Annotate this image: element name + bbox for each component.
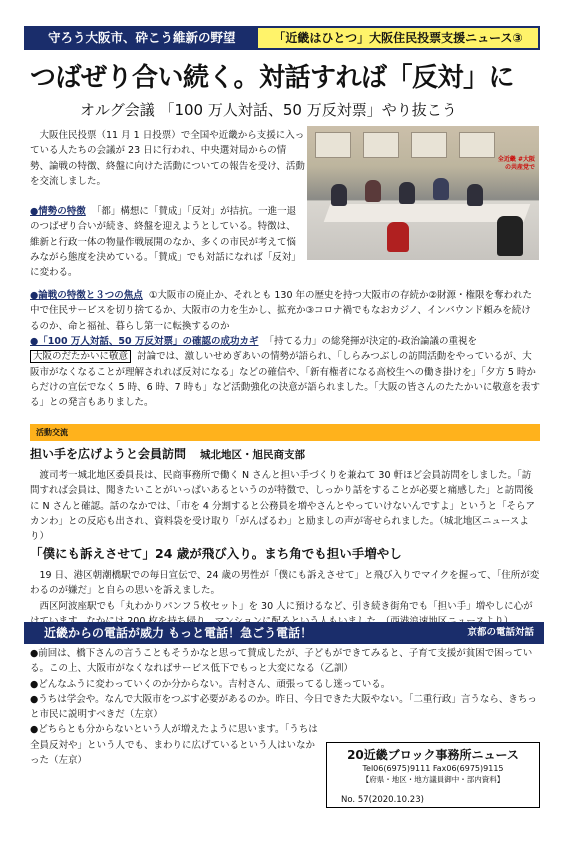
meeting-photo — [307, 126, 539, 260]
section2-text-2: 西区阿波座駅でも「丸わかりパンフ５枚セット」を 30 人に預けるなど、引き続き街角でも「担い手」増やしに心が — [39, 600, 533, 612]
lead-paragraph — [30, 128, 305, 189]
situation-label: ●情勢の特徴 — [30, 206, 86, 217]
section1-body — [30, 468, 540, 544]
respect-box: 大阪のだたかいに敬意 — [30, 350, 131, 363]
phone-news-title: 近畿からの電話が威力 もっと電話！急ごう電話！ — [44, 626, 313, 640]
photo-caption: 全近畿 #大阪の共産党で — [497, 156, 535, 171]
key-text-1: 「持てる力」の総発揮が決定的-政治論議の重視を — [264, 336, 477, 347]
section1-heading — [30, 446, 540, 463]
voice-item: ●前回は、橋下さんの言うこともそうかなと思って賛成したが、子どもができてみると、子育て支援が貧困で困っている。この上、大阪市がなくなればサービス低下でもっと大変になる（乙訓） — [30, 648, 533, 675]
masthead-left: 守ろう大阪市、砕こう維新の野望 — [24, 26, 256, 50]
section-success-key — [30, 334, 540, 410]
section1-place: 城北地区・旭民商支部 — [200, 449, 306, 461]
office-title: 20近畿ブロック事務所ニュース — [347, 748, 519, 762]
office-phone: Tel06(6975)9111 Fax06(6975)9115 — [362, 764, 504, 773]
key-label: ●「100 万人対話、50 万反対票」の確認の成功カギ — [30, 336, 259, 347]
masthead — [24, 26, 540, 50]
voice-item: ●うちは学会や。なんで大阪市をつぶす必要があるのか。昨日、今日できた大阪やない。「二重行政」言うなら、きちっと市民に説明すべきだ（左京） — [30, 693, 537, 721]
subheadline: オルグ会議 「100 万人対話、50 万反対票」やり抜こう — [80, 101, 457, 119]
masthead-right: 「近畿はひとつ」大阪住民投票支援ニュース③ — [256, 26, 540, 50]
section1-title: 担い手を広げようと会員訪問 — [30, 447, 187, 461]
section-debate — [30, 288, 540, 334]
issue-number: No. 57(2020.10.23) — [341, 795, 424, 805]
section2-body — [30, 568, 540, 629]
debate-label: ●論戦の特徴と３つの焦点 — [30, 290, 143, 301]
debate-text: ①大阪市の廃止か、それとも 130 年の歴史を持つ大阪市の存続か②財源・権限を奪われた中で住民サービスを切り捨てるか、大阪市の力を生かし、拡充か③コロナ禍でもなおカジノ、インバウンド頼みを続けるのか、命と福祉、暮らし第一に転換するのか — [30, 290, 533, 332]
phone-news-source: 京都の電話対話 — [467, 627, 534, 638]
section2-text-1: 19 日、港区朝潮橋駅での毎日宣伝で、24 歳の男性が「僕にも訴えさせて」と飛び入りでマイクを握って、「住所が変わるのが嫌だ」と自らの思いを訴えました。 — [30, 570, 540, 597]
office-info-box — [326, 742, 540, 808]
section1-text: 渡司考一城北地区委員長は、民商事務所で働く N さんと担い手づくりを兼ねて 30 軒ほど会員訪問をしました。「訪問すれば会員は、聞きたいことがいっぱいあるというのが特徴で、しっかり話をすることが必要と痛感した」と訪問後に N さんと確認。話のなかでは、「市を 4 分割すると公務員を増やさんとやっていけないんですよ」というと「そらアカンわ」との反応も出され、資料袋を受け取り「がんばるわ」と励ましの声が寄せられました。（城北地区ニュースより） — [30, 470, 535, 543]
office-audience: 【府県・地区・地方議員御中・部内資料】 — [361, 775, 505, 784]
activity-bar: 活動交流 — [30, 424, 540, 441]
voice-item: ●どんなふうに変わっていくのか分からない。吉村さん、頑張ってるし迷っている。 — [30, 678, 391, 690]
situation-text: 「都」構想に「賛成」「反対」が拮抗。一進一退のつばぜり合いが続き、終盤を迎えようとしている。特徴は、維新と行政一体の物量作戦展開のなか、多くの市民が考えて悩みながら態度を決めている。「賛成」でも対話になれば「反対」に変わる。 — [30, 206, 301, 279]
headline: つばぜり合い続く。対話すれば「反対」に — [30, 63, 514, 93]
phone-news-bar — [24, 622, 544, 644]
section-situation — [30, 204, 305, 280]
key-text-2: 討論では、激しいせめぎあいの情勢が語られ、「しらみつぶしの訪問活動をやっているが、大阪市がなくなることが理解されれば反対になる」などの確信や、「新有権者になる高校生への働き掛けを」「夕方 5 時からだけの宣伝でなく 5 時、6 時、7 時も」など活動強化の決意が語られました。「大阪の皆さんのたたかいに敬意を表する」との発言もありました。 — [30, 351, 540, 409]
lead-text: 大阪住民投票（11 月 1 日投票）で全国や近畿から支援に入っている人たちの会議が 23 日に行われ、中央選対局からの情勢、論戦の特徴、終盤に向けた活動についての報告を受け、活動を交流しました。 — [30, 130, 305, 187]
voice-item: ●どちらとも分からないという人が増えたように思います。「うちは全員反対や」という人でも、まわりに広げているという人はいなかった（左京） — [30, 724, 318, 767]
section2-title: 「僕にも訴えさせて」24 歳が飛び入り。まち角でも担い手増やし — [30, 546, 402, 561]
